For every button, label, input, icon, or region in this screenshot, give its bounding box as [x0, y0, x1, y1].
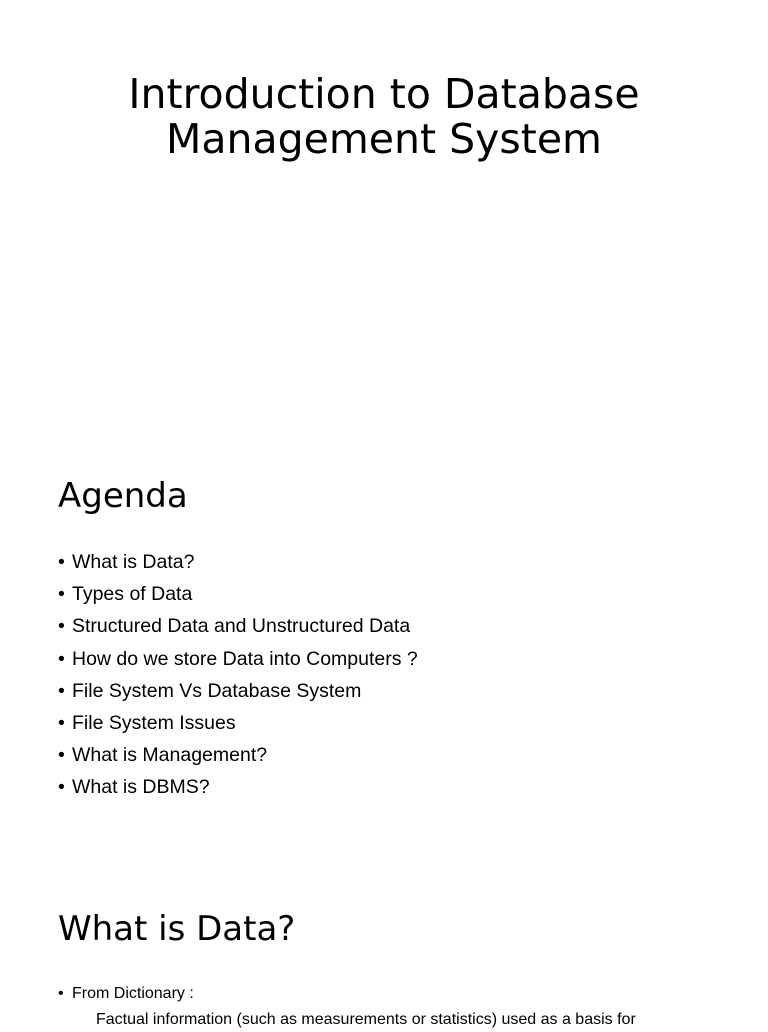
- list-item: [58, 741, 418, 773]
- slide-title: [0, 0, 768, 434]
- list-item: [58, 677, 418, 709]
- bullet-icon: •: [58, 711, 65, 734]
- bullet-icon: •: [58, 744, 65, 767]
- list-item: [58, 612, 418, 644]
- title-line-2: Management System: [165, 115, 602, 163]
- title-line-1: Introduction to Database: [128, 70, 640, 118]
- bullet-icon: •: [58, 776, 65, 799]
- list-item: [58, 709, 418, 741]
- list-item-text: File System Vs Database System: [72, 679, 362, 702]
- bullet-icon: •: [58, 679, 65, 702]
- bullet-icon: •: [58, 985, 64, 1002]
- definition-list: [58, 982, 194, 1006]
- definition-text: Factual information (such as measurements or statistics) used as a basis for: [96, 1011, 636, 1028]
- list-item: [58, 773, 418, 805]
- list-item-text: How do we store Data into Computers ?: [72, 647, 418, 670]
- list-item-text: File System Issues: [72, 711, 236, 734]
- presentation-title: [0, 72, 768, 162]
- list-item-text: What is DBMS?: [72, 776, 210, 799]
- list-item-text: What is Management?: [72, 744, 268, 767]
- agenda-list: [58, 548, 418, 806]
- list-item-text: What is Data?: [72, 551, 195, 573]
- slide-what-is-data: [0, 868, 768, 1028]
- slide-agenda: [0, 434, 768, 868]
- list-item-text: From Dictionary :: [72, 985, 194, 1002]
- list-item: [58, 548, 418, 580]
- list-item-text: Types of Data: [72, 583, 193, 606]
- list-item: [58, 580, 418, 612]
- agenda-heading: Agenda: [58, 476, 188, 516]
- list-item-text: Structured Data and Unstructured Data: [72, 615, 411, 638]
- bullet-icon: •: [58, 647, 65, 670]
- list-item: [58, 645, 418, 677]
- list-item: [58, 982, 194, 1006]
- bullet-icon: •: [58, 551, 65, 573]
- what-is-data-heading: What is Data?: [58, 909, 296, 949]
- bullet-icon: •: [58, 615, 65, 638]
- bullet-icon: •: [58, 583, 65, 606]
